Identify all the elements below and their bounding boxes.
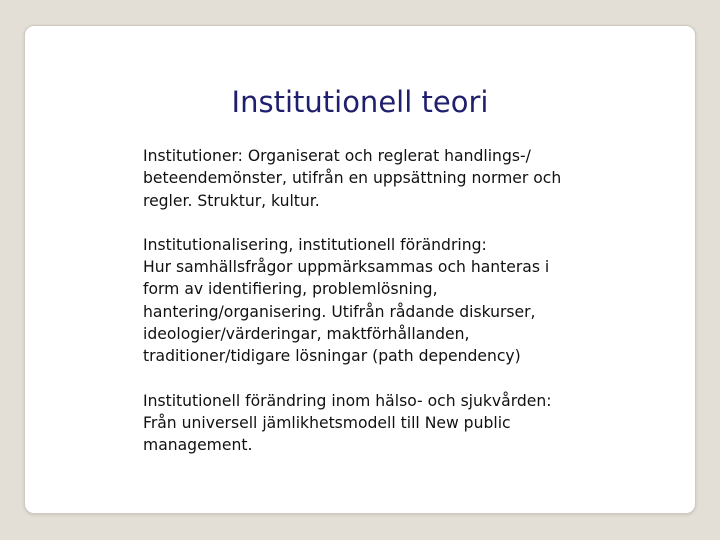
text-line: ideologier/värderingar, maktförhållanden,: [143, 325, 470, 344]
slide-body: [143, 145, 643, 479]
text-line: traditioner/tidigare lösningar (path dependency): [143, 347, 521, 366]
text-line: Hur samhällsfrågor uppmärksammas och hanteras i: [143, 258, 550, 277]
text-line: form av identifiering, problemlösning,: [143, 280, 438, 299]
text-line: Institutionell förändring inom hälso- och sjukvården:: [143, 391, 552, 410]
text-line: Institutioner: Organiserat och reglerat handlings-/: [143, 147, 531, 165]
text-line: hantering/organisering. Utifrån rådande diskurser,: [143, 302, 536, 321]
text-line: beteendemönster, utifrån en uppsättning normer och: [143, 169, 562, 188]
paragraph-institutioner: [143, 145, 643, 212]
text-line: Från universell jämlikhetsmodell till New public: [143, 413, 511, 432]
slide-title: Institutionell teori: [231, 85, 489, 119]
paragraph-institutionalisering: [143, 234, 643, 368]
text-line: management.: [143, 436, 253, 455]
slide: [24, 25, 696, 514]
text-line: Institutionalisering, institutionell förändring:: [143, 235, 487, 254]
text-line: regler. Struktur, kultur.: [143, 191, 320, 210]
paragraph-halso-sjukvard: [143, 390, 643, 457]
